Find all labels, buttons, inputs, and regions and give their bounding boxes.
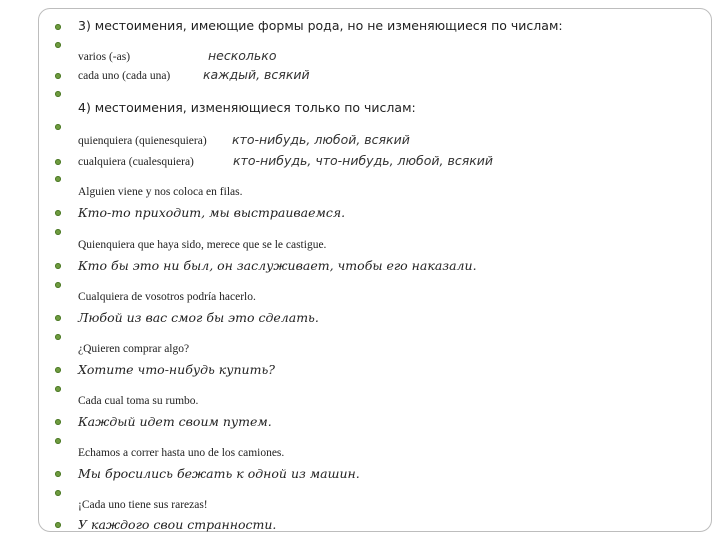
bullet-icon xyxy=(55,386,61,392)
spanish-pronoun: quienquiera (quienesquiera) xyxy=(78,135,207,147)
pair-row xyxy=(0,50,720,70)
example-russian xyxy=(0,206,720,226)
bullet-icon xyxy=(55,263,61,269)
example-russian-text: Кто-то приходит, мы выстраиваемся. xyxy=(78,205,346,220)
list-item xyxy=(0,102,720,122)
example-spanish-text: ¿Quieren comprar algo? xyxy=(78,343,190,355)
example-spanish xyxy=(0,344,720,364)
example-russian-text: Мы бросились бежать к одной из машин. xyxy=(78,466,360,481)
pair-row xyxy=(0,154,720,174)
bullet-icon xyxy=(55,282,61,288)
bullet-icon xyxy=(55,229,61,235)
example-russian-text: У каждого свои странности. xyxy=(78,517,277,532)
example-russian xyxy=(0,415,720,435)
example-russian xyxy=(0,311,720,331)
example-spanish-text: Echamos a correr hasta uno de los camiones. xyxy=(78,447,285,459)
bullet-icon xyxy=(55,522,61,528)
example-spanish-text: Quienquiera que haya sido, merece que se le castigue. xyxy=(78,239,327,251)
spanish-pronoun: cualquiera (cualesquiera) xyxy=(78,156,194,168)
bullet-icon xyxy=(55,210,61,216)
russian-translation: кто-нибудь, любой, всякий xyxy=(232,132,410,147)
example-spanish xyxy=(0,396,720,416)
russian-translation: кто-нибудь, что-нибудь, любой, всякий xyxy=(233,153,494,168)
bullet-icon xyxy=(55,42,61,48)
pair-row xyxy=(0,134,720,154)
russian-translation: каждый, всякий xyxy=(203,67,310,82)
bullet-icon xyxy=(55,24,61,30)
spanish-pronoun: cada uno (cada una) xyxy=(78,70,171,82)
russian-translation: несколько xyxy=(208,48,277,63)
example-russian xyxy=(0,467,720,487)
bullet-icon xyxy=(55,176,61,182)
section-heading-4: 4) местоимения, изменяющиеся только по числам: xyxy=(78,100,416,115)
example-russian-text: Любой из вас смог бы это сделать. xyxy=(78,310,319,325)
bullet-icon xyxy=(55,367,61,373)
example-spanish-text: Cada cual toma su rumbo. xyxy=(78,395,199,407)
section-heading-3: 3) местоимения, имеющие формы рода, но не изменяющиеся по числам: xyxy=(78,18,563,33)
example-spanish-text: Cualquiera de vosotros podría hacerlo. xyxy=(78,291,256,303)
example-russian xyxy=(0,363,720,383)
example-spanish xyxy=(0,292,720,312)
example-spanish xyxy=(0,448,720,468)
example-russian xyxy=(0,518,720,538)
bullet-icon xyxy=(55,471,61,477)
example-russian-text: Каждый идет своим путем. xyxy=(78,414,272,429)
bullet-icon xyxy=(55,91,61,97)
example-spanish-text: ¡Cada uno tiene sus rarezas! xyxy=(78,499,208,511)
spanish-pronoun: varios (-as) xyxy=(78,51,131,63)
bullet-icon xyxy=(55,334,61,340)
example-spanish xyxy=(0,187,720,207)
bullet-icon xyxy=(55,159,61,165)
example-russian-text: Хотите что-нибудь купить? xyxy=(78,362,275,377)
bullet-icon xyxy=(55,490,61,496)
list-item xyxy=(0,20,720,40)
bullet-icon xyxy=(55,438,61,444)
example-russian xyxy=(0,259,720,279)
example-spanish-text: Alguien viene y nos coloca en filas. xyxy=(78,186,243,198)
bullet-icon xyxy=(55,419,61,425)
bullet-icon xyxy=(55,73,61,79)
example-russian-text: Кто бы это ни был, он заслуживает, чтобы его наказали. xyxy=(78,258,477,273)
example-spanish xyxy=(0,240,720,260)
bullet-icon xyxy=(55,124,61,130)
bullet-icon xyxy=(55,315,61,321)
pair-row xyxy=(0,68,720,88)
